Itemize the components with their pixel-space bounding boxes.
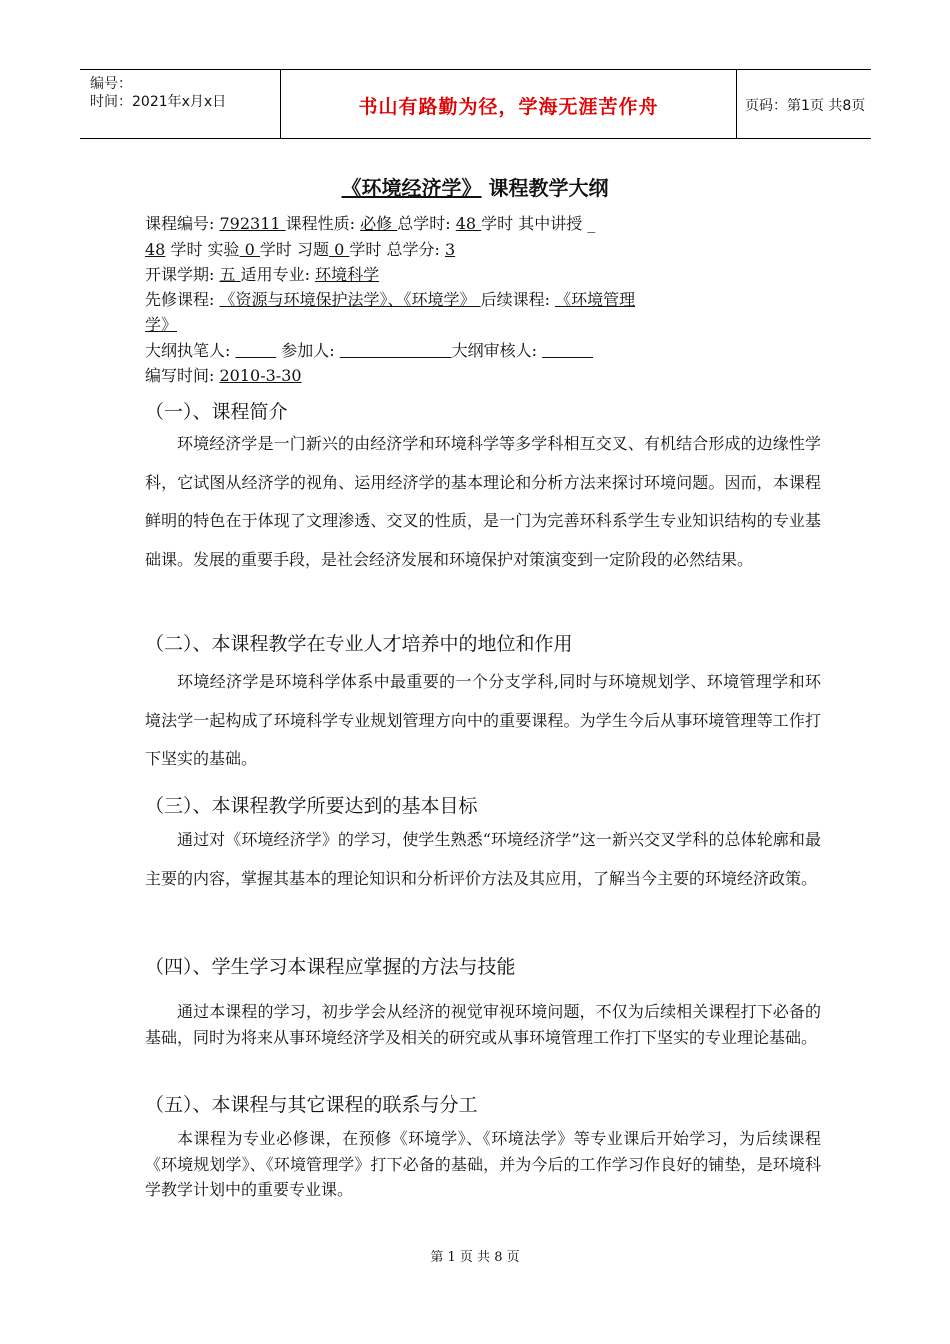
course-code-label: 课程编号:	[145, 214, 220, 233]
writer-label: 大纲执笔人:	[145, 341, 236, 360]
participant-label: 参加人:	[276, 341, 340, 360]
document-number-label: 编号：	[90, 76, 132, 92]
section-4-body: 通过本课程的学习，初步学会从经济的视觉审视环境问题，不仅为后续相关课程打下必备的基础，同时为将来从事环境经济学及相关的研究或从事环境管理工作打下坚实的专业理论基础。	[145, 1002, 821, 1047]
info-line-7	[145, 363, 302, 386]
credits: 3	[444, 240, 456, 259]
course-nature: 必修	[360, 214, 398, 233]
course-code: 792311	[219, 214, 286, 233]
header-left-cell	[80, 70, 280, 138]
document-date: 时间：2021年x月x日	[90, 94, 227, 110]
info-line-6	[145, 338, 593, 361]
section-1-body: 环境经济学是一门新兴的由经济学和环境科学等多学科相互交叉、有机结合形成的边缘性学科，它试图从经济学的视角、运用经济学的基本理论和分析方法来探讨环境问题。因而，本课程鲜明的特色在于体现了文理渗透、交叉的性质，是一门为完善环科系学生专业知识结构的专业基础课。发展的重要手段，是社会经济发展和环境保护对策演变到一定阶段的必然结果。	[145, 434, 821, 569]
followup-label: 后续课程:	[480, 290, 556, 309]
header-page-info: 页码：第1页 共8页	[745, 98, 866, 114]
info-line-1	[145, 211, 595, 234]
writer-field	[235, 341, 276, 360]
section-3-body: 通过对《环境经济学》的学习，使学生熟悉“环境经济学”这一新兴交叉学科的总体轮廓和最主要的内容，掌握其基本的理论知识和分析评价方法及其应用，了解当今主要的环境经济政策。	[145, 830, 821, 888]
info-line-5	[145, 312, 177, 335]
compile-date-label: 编写时间:	[145, 366, 220, 385]
section-5-heading: （五）、本课程与其它课程的联系与分工	[145, 1094, 478, 1116]
total-hours: 48	[455, 214, 482, 233]
semester-label: 开课学期:	[145, 265, 220, 284]
exercise-hours-label: 学时 习题	[259, 240, 329, 259]
section-2-heading: （二）、本课程教学在专业人才培养中的地位和作用	[145, 633, 573, 655]
prereq-label: 先修课程:	[145, 290, 220, 309]
reviewer-field	[542, 341, 593, 360]
reviewer-label: 大纲审核人:	[451, 341, 543, 360]
info-line-2	[145, 237, 455, 260]
info-line-4	[145, 287, 635, 310]
section-3-heading: （三）、本课程教学所要达到的基本目标	[145, 795, 478, 817]
major-label: 适用专业:	[240, 265, 316, 284]
page-header	[80, 69, 871, 139]
exercise-hours: 0	[329, 240, 350, 259]
section-5-body: 本课程为专业必修课，在预修《环境学》、《环境法学》等专业课后开始学习，为后续课程《环境规划学》、《环境管理学》打下必备的基础，并为今后的工作学习作良好的铺垫，是环境科学教学计划中的重要专业课。	[145, 1129, 821, 1199]
lecture-hours-label: 学时 其中讲授 _	[481, 214, 596, 233]
section-1-heading: （一）、课程简介	[145, 401, 288, 423]
course-name: 《环境经济学》	[341, 176, 482, 200]
header-motto: 书山有路勤为径，学海无涯苦作舟	[358, 96, 659, 118]
lab-hours-label: 学时 实验	[165, 240, 240, 259]
prereq-courses: 《资源与环境保护法学》、《环境学》	[219, 290, 481, 309]
participant-field	[340, 341, 452, 360]
course-nature-label: 课程性质:	[285, 214, 361, 233]
compile-date: 2010-3-30	[219, 366, 302, 385]
page-footer: 第 1 页 共 8 页	[430, 1250, 520, 1265]
section-2-body: 环境经济学是环境科学体系中最重要的一个分支学科,同时与环境规划学、环境管理学和环境法学一起构成了环境科学专业规划管理方向中的重要课程。为学生今后从事环境管理等工作打下坚实的基础。	[145, 672, 821, 768]
lecture-hours: 48	[145, 240, 166, 259]
header-page-cell	[737, 70, 871, 138]
document-title	[0, 172, 950, 201]
semester: 五	[219, 265, 241, 284]
total-hours-label: 总学时:	[397, 214, 456, 233]
info-line-3	[145, 262, 379, 285]
credits-label: 学时 总学分:	[349, 240, 445, 259]
lab-hours: 0	[239, 240, 260, 259]
title-suffix: 课程教学大纲	[481, 176, 609, 200]
major: 环境科学	[315, 265, 380, 284]
section-4-heading: （四）、学生学习本课程应掌握的方法与技能	[145, 956, 516, 978]
header-motto-cell	[280, 70, 737, 138]
followup-course-part1: 《环境管理	[555, 290, 636, 309]
followup-course-part2: 学》	[145, 315, 178, 334]
